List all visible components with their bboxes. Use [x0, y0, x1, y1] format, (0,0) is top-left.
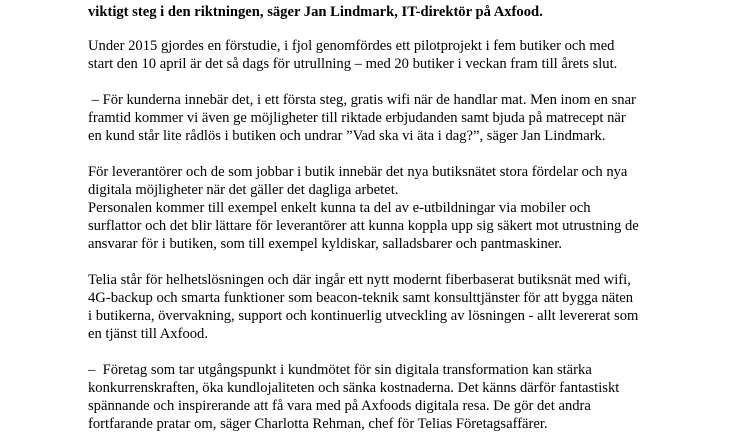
paragraph-line: Telia står för helhetslösningen och där ingår ett nytt modernt fiberbaserat butiksnät med wifi, — [88, 272, 631, 288]
paragraph-line: start den 10 april är det så dags för utrullning – med 20 butiker i veckan fram till årets slut. — [88, 56, 618, 72]
paragraph-line: ansvarar för i butiken, som till exempel kyldiskar, salladsbarer och pantmaskiner. — [88, 236, 562, 252]
paragraph-line: framtid kommer vi även ge möjligheter till riktade erbjudanden samt bjuda på matrecept när — [88, 110, 626, 126]
paragraph-line: 4G-backup och smarta funktioner som beacon-teknik samt konsulttjänster för att bygga näten — [88, 290, 634, 306]
paragraph-line: spännande och inspirerande att få vara med på Axfoods digitala resa. De gör det andra — [88, 398, 591, 414]
lead-paragraph-tail: viktigt steg i den riktningen, säger Jan Lindmark, IT-direktör på Axfood. — [88, 4, 543, 20]
paragraph-line: konkurrenskraften, öka kundlojaliteten och sänka kostnaderna. Det känns därför fantastiskt — [88, 380, 620, 396]
paragraph-line: surflattor och det blir lättare för leverantörer att kunna koppla upp sig säkert mot utrustning de — [88, 218, 639, 234]
paragraph-line: en tjänst till Axfood. — [88, 326, 208, 342]
paragraph-line: fortfarande pratar om, säger Charlotta Rehman, chef för Telias Företagsaffärer. — [88, 416, 548, 432]
paragraph-line: i butikerna, övervakning, support och kontinuerlig utveckling av lösningen - allt levererat som — [88, 308, 639, 324]
paragraph-line: – För kunderna innebär det, i ett första steg, gratis wifi när de handlar mat. Men inom en snar — [88, 92, 636, 108]
paragraph-line: För leverantörer och de som jobbar i butik innebär det nya butiksnätet stora fördelar och nya — [88, 164, 628, 180]
paragraph-line: Under 2015 gjordes en förstudie, i fjol genomfördes ett pilotprojekt i fem butiker och med — [88, 38, 615, 54]
paragraph-line: – Företag som tar utgångspunkt i kundmötet för sin digitala transformation kan stärka — [88, 362, 592, 378]
paragraph-line: Personalen kommer till exempel enkelt kunna ta del av e-utbildningar via mobiler och — [88, 200, 591, 216]
paragraph-line: en kund står lite rådlös i butiken och undrar ”Vad ska vi äta i dag?”, säger Jan Lindmark. — [88, 128, 606, 144]
paragraph-line: digitala möjligheter när det gäller det dagliga arbetet. — [88, 182, 399, 198]
